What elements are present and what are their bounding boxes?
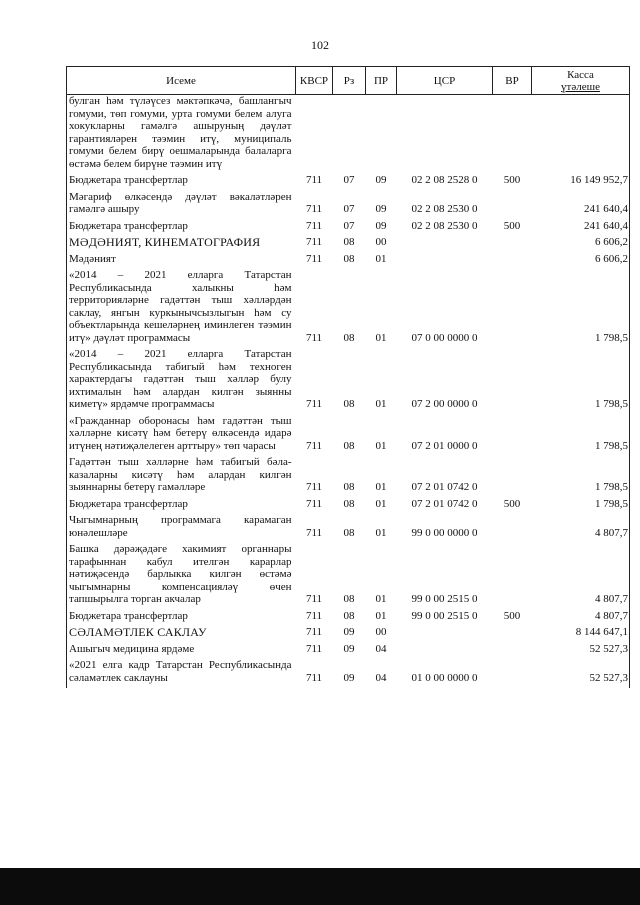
header-kvsr: КВСР [296, 67, 333, 95]
row-pr: 00 [375, 236, 387, 248]
section-row [67, 236, 630, 249]
table-row [67, 174, 630, 187]
row-vr: 500 [503, 219, 521, 232]
row-kvsr: 711 [305, 642, 323, 655]
row-name: Башка дәрәҗәдәге хакимият органнары тарафыннан кабул ителгән карарлар нәтиҗәсендә барлыкка килгән өстәмә чыгымнарны компенсацияләү өчен тапшырылга торган акчалар [67, 543, 296, 606]
row-rz: 09 [343, 671, 355, 684]
row-vr [493, 514, 532, 539]
header-pr: ПР [366, 67, 397, 95]
row-amount: 16 149 952,7 [532, 174, 630, 187]
row-amount: 4 807,7 [532, 514, 630, 539]
row-kvsr [296, 95, 333, 171]
row-pr: 01 [375, 593, 387, 605]
row-name: Бюджетара трансфертлар [67, 610, 296, 623]
gap-cell [397, 684, 493, 688]
row-name: Мәгариф өлкәсендә дәүләт вәкаләтләрен гамәлгә ашыру [67, 191, 296, 216]
row-pr: 09 [375, 203, 387, 215]
row-csr [397, 253, 493, 266]
table-body [67, 95, 630, 689]
row-csr: 07 2 01 0742 0 [411, 481, 478, 493]
table-row [67, 610, 630, 623]
section-row [67, 626, 630, 639]
row-pr: 00 [375, 626, 387, 638]
row-rz: 08 [343, 252, 355, 265]
budget-table [66, 66, 630, 688]
row-kvsr: 711 [305, 219, 323, 232]
row-kvsr: 711 [305, 526, 323, 539]
row-pr: 01 [375, 398, 387, 410]
row-csr: 99 0 00 2515 0 [411, 593, 478, 605]
row-name: МӘДӘНИЯТ, КИНЕМАТОГРАФИЯ [67, 236, 296, 249]
row-pr: 01 [375, 609, 387, 622]
row-csr: 01 0 00 0000 0 [411, 671, 478, 684]
table-row [67, 543, 630, 606]
row-kvsr: 711 [305, 439, 323, 452]
row-vr [493, 456, 532, 494]
row-amount: 6 606,2 [532, 253, 630, 266]
gap-cell [532, 684, 630, 688]
row-vr [493, 236, 532, 249]
row-rz: 09 [343, 626, 355, 638]
row-csr: 02 2 08 2528 0 [411, 174, 478, 186]
row-amount: 1 798,5 [532, 269, 630, 344]
row-name: «2021 елга кадр Татарстан Республикасында сәламәтлек саклауны [67, 659, 296, 684]
row-vr [493, 543, 532, 606]
table-row [67, 269, 630, 344]
gap-cell [493, 684, 532, 688]
row-amount: 241 640,4 [532, 220, 630, 233]
row-rz: 08 [343, 593, 355, 605]
row-rz: 08 [343, 331, 355, 344]
row-name: «Гражданнар оборонасы һәм гадәттән тыш хәлләрне кисәтү һәм бетерү өлкәсендә идарә итүнең нәтиҗәлелеген арттыру» төп чарасы [67, 415, 296, 453]
row-name: «2014 – 2021 елларга Татарстан Республикасында табигый һәм техноген характердагы гадәттән тыш хәлләр булу ихтималын һәм алардан килгән зыянны киметү» ярдәмче программасы [67, 348, 296, 411]
row-csr: 99 0 00 0000 0 [411, 526, 478, 539]
table-row [67, 348, 630, 411]
row-vr: 500 [503, 497, 521, 510]
row-csr [397, 95, 493, 171]
row-rz: 08 [343, 439, 355, 452]
row-csr: 07 2 01 0000 0 [411, 439, 478, 452]
row-csr: 99 0 00 2515 0 [411, 609, 478, 622]
table-row [67, 415, 630, 453]
row-amount: 8 144 647,1 [532, 626, 630, 639]
gap-cell [296, 684, 333, 688]
row-kvsr: 711 [305, 671, 323, 684]
table-row [67, 95, 630, 171]
header-kassa-line1: Касса [567, 68, 594, 81]
row-amount: 4 807,7 [532, 543, 630, 606]
gap-cell [366, 684, 397, 688]
page-number: 102 [311, 38, 329, 52]
row-pr: 09 [375, 174, 387, 186]
table-row [67, 498, 630, 511]
row-name: «2014 – 2021 елларга Татарстан Республикасында халыкны һәм территорияләрне гадәттән тыш хәлләрдән саклау, янгын куркынычсызлыгын һәм су объектларында кешеләрнең иминлеген тәэмин итү» дәүләт программасы [67, 269, 296, 344]
table-row [67, 643, 630, 656]
row-rz: 07 [343, 219, 355, 232]
row-csr: 07 2 01 0742 0 [411, 497, 478, 510]
row-pr: 01 [375, 252, 387, 265]
row-name: Гадәттән тыш хәлләрне һәм табигый бәла-казаларны кисәтү һәм алардан килгән зыяннарны бетерү гамәлләре [67, 456, 296, 494]
row-rz: 09 [343, 642, 355, 655]
row-name: булган һәм түләүсез мәктәпкәчә, башлангыч гомуми, төп гомуми, урта гомуми белем алуга хокукларны гамәлгә ашыруның дәүләт гарантияләрен тәэмин итү, муниципаль гомуми белем бирү оешмаларында балаларга өстәмә белем бирүне тәэмин итү [67, 95, 296, 171]
gap-cell [67, 684, 296, 688]
row-rz: 08 [343, 481, 355, 493]
row-rz: 07 [343, 174, 355, 186]
row-kvsr: 711 [305, 481, 323, 493]
header-kassa-line2: үтәлеше [561, 80, 600, 93]
row-pr: 01 [375, 331, 387, 344]
table-header [67, 67, 630, 95]
row-csr: 02 2 08 2530 0 [411, 219, 478, 232]
row-pr: 01 [375, 481, 387, 493]
row-vr [493, 269, 532, 344]
row-amount: 1 798,5 [532, 456, 630, 494]
row-amount: 241 640,4 [532, 191, 630, 216]
header-kassa [532, 67, 630, 95]
row-name: Бюджетара трансфертлар [67, 498, 296, 511]
row-name: Чыгымнарның программага карамаган юнәлешләре [67, 514, 296, 539]
row-kvsr: 711 [305, 609, 323, 622]
row-name: СӘЛАМӘТЛЕК САКЛАУ [67, 626, 296, 639]
table-row [67, 253, 630, 266]
row-pr: 04 [375, 671, 387, 684]
row-amount: 52 527,3 [532, 643, 630, 656]
row-kvsr: 711 [305, 626, 323, 638]
header-vr: ВР [493, 67, 532, 95]
row-rz: 08 [343, 236, 355, 248]
row-name: Ашыгыч медицина ярдәме [67, 643, 296, 656]
row-csr [397, 626, 493, 639]
row-pr [366, 95, 397, 171]
row-kvsr: 711 [305, 174, 323, 186]
header-rz: Рз [333, 67, 366, 95]
row-rz: 08 [343, 526, 355, 539]
table-row [67, 659, 630, 684]
row-pr: 01 [375, 497, 387, 510]
row-vr: 500 [503, 174, 521, 186]
row-pr: 01 [375, 439, 387, 452]
row-name: Мәдәният [67, 253, 296, 266]
row-kvsr: 711 [305, 398, 323, 410]
row-rz: 08 [343, 497, 355, 510]
row-rz [333, 95, 366, 171]
row-vr [493, 643, 532, 656]
row-amount: 52 527,3 [532, 659, 630, 684]
row-rz: 08 [343, 398, 355, 410]
row-csr [397, 236, 493, 249]
row-vr [493, 415, 532, 453]
table-row [67, 220, 630, 233]
scan-bottom-edge [0, 868, 640, 905]
table-row [67, 456, 630, 494]
row-kvsr: 711 [305, 252, 323, 265]
row-vr [493, 659, 532, 684]
row-amount: 6 606,2 [532, 236, 630, 249]
row-name: Бюджетара трансфертлар [67, 174, 296, 187]
row-rz: 07 [343, 203, 355, 215]
row-pr: 04 [375, 642, 387, 655]
row-vr: 500 [503, 609, 521, 622]
row-kvsr: 711 [305, 331, 323, 344]
row-kvsr: 711 [305, 203, 323, 215]
row-csr: 07 0 00 0000 0 [411, 331, 478, 344]
row-amount: 1 798,5 [532, 415, 630, 453]
header-csr: ЦСР [397, 67, 493, 95]
row-rz: 08 [343, 609, 355, 622]
row-amount [532, 95, 630, 171]
table-row [67, 514, 630, 539]
header-name: Исеме [67, 67, 296, 95]
row-vr [493, 626, 532, 639]
row-kvsr: 711 [305, 497, 323, 510]
row-csr: 02 2 08 2530 0 [411, 203, 478, 215]
row-gap [67, 684, 630, 688]
table-row [67, 191, 630, 216]
gap-cell [333, 684, 366, 688]
row-kvsr: 711 [305, 593, 323, 605]
row-csr: 07 2 00 0000 0 [411, 398, 478, 410]
row-name: Бюджетара трансфертлар [67, 220, 296, 233]
row-pr: 01 [375, 526, 387, 539]
row-amount: 1 798,5 [532, 498, 630, 511]
row-amount: 1 798,5 [532, 348, 630, 411]
row-pr: 09 [375, 219, 387, 232]
row-amount: 4 807,7 [532, 610, 630, 623]
row-vr [493, 191, 532, 216]
row-vr [493, 253, 532, 266]
row-vr [493, 348, 532, 411]
row-csr [397, 643, 493, 656]
row-vr [493, 95, 532, 171]
row-kvsr: 711 [305, 236, 323, 248]
